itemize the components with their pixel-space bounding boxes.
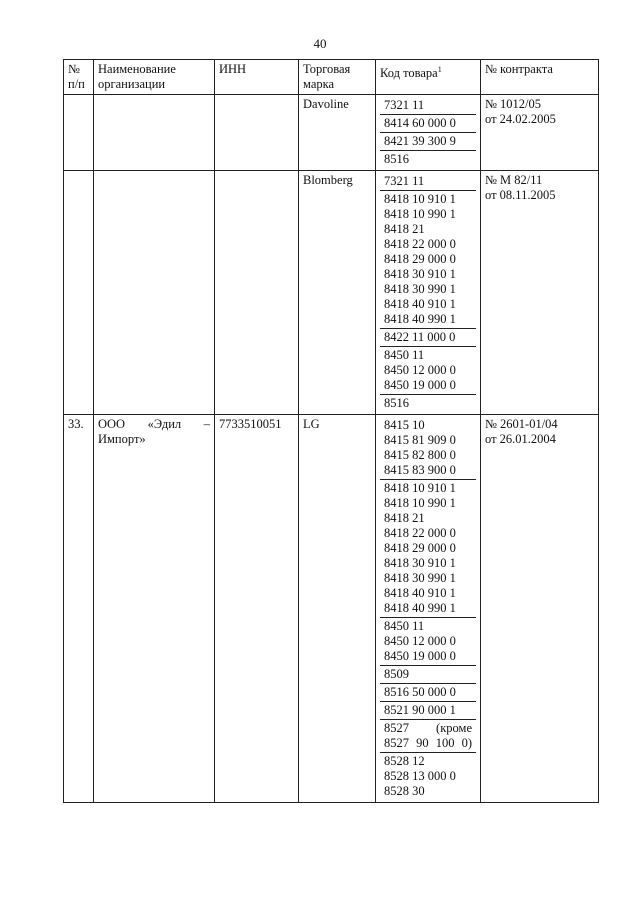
contract-line: № 2601-01/04 — [485, 417, 558, 431]
header-code-label: Код товара — [380, 66, 438, 81]
contract-info — [481, 95, 599, 171]
product-code: 8527 (кроме 8527 90 100 0) — [384, 721, 472, 750]
product-code: 8418 30 990 1 — [384, 282, 456, 296]
table-row — [64, 95, 599, 171]
code-group — [380, 97, 476, 115]
product-code: 8450 19 000 0 — [384, 378, 456, 392]
product-code: 8528 30 — [384, 784, 425, 798]
table-row — [64, 171, 599, 415]
product-code: 8418 10 990 1 — [384, 207, 456, 221]
product-code: 8509 — [384, 667, 409, 681]
header-contract: № контракта — [481, 60, 599, 95]
code-group — [380, 753, 476, 800]
footnote-marker: 1 — [437, 65, 442, 74]
contract-line: № 1012/05 — [485, 97, 542, 111]
table-body — [64, 95, 599, 803]
contract-line: от 08.11.2005 — [485, 188, 556, 202]
organization-name — [94, 171, 215, 415]
contract-info — [481, 171, 599, 415]
header-row — [64, 60, 599, 95]
code-group — [380, 347, 476, 395]
product-code: 8516 — [384, 396, 409, 410]
page-number: 40 — [313, 36, 327, 51]
organization-name — [94, 95, 215, 171]
product-code: 8418 21 — [384, 222, 425, 236]
code-group — [380, 417, 476, 480]
header-num: № п/п — [64, 60, 94, 95]
product-code: 8521 90 000 1 — [384, 703, 456, 717]
product-code: 8415 83 900 0 — [384, 463, 456, 477]
product-code: 8450 11 — [384, 348, 425, 362]
product-code: 8418 21 — [384, 511, 425, 525]
product-code: 8450 11 — [384, 619, 425, 633]
product-code: 8450 19 000 0 — [384, 649, 456, 663]
product-code: 8418 40 910 1 — [384, 586, 456, 600]
product-code: 8418 29 000 0 — [384, 541, 456, 555]
product-code: 8418 30 910 1 — [384, 556, 456, 570]
table-row — [64, 415, 599, 803]
product-code: 8422 11 000 0 — [384, 330, 456, 344]
product-codes — [376, 171, 481, 415]
organization-name: ООО «Эдил – Импорт» — [94, 415, 215, 803]
product-code: 7321 11 — [384, 98, 425, 112]
header-org: Наименование организации — [94, 60, 215, 95]
product-code: 8528 12 — [384, 754, 425, 768]
header-code — [376, 60, 481, 95]
code-group — [380, 618, 476, 666]
code-group — [380, 395, 476, 412]
product-code: 8418 29 000 0 — [384, 252, 456, 266]
product-codes — [376, 95, 481, 171]
product-code: 8418 10 910 1 — [384, 192, 456, 206]
contract-info — [481, 415, 599, 803]
product-code: 8418 22 000 0 — [384, 237, 456, 251]
code-group — [380, 684, 476, 702]
inn-value — [215, 95, 299, 171]
header-brand: Торговая марка — [299, 60, 376, 95]
product-code: 8421 39 300 9 — [384, 134, 456, 148]
product-code: 8418 10 910 1 — [384, 481, 456, 495]
product-code: 8418 10 990 1 — [384, 496, 456, 510]
inn-value: 7733510051 — [215, 415, 299, 803]
product-code: 8450 12 000 0 — [384, 363, 456, 377]
product-code: 8516 — [384, 152, 409, 166]
code-group — [380, 191, 476, 329]
row-number: 33. — [64, 415, 94, 803]
product-code: 8516 50 000 0 — [384, 685, 456, 699]
product-code: 8418 30 910 1 — [384, 267, 456, 281]
header-inn: ИНН — [215, 60, 299, 95]
contract-line: от 24.02.2005 — [485, 112, 556, 126]
code-group — [380, 329, 476, 347]
code-group — [380, 720, 476, 753]
product-code: 7321 11 — [384, 174, 425, 188]
product-code: 8415 82 800 0 — [384, 448, 456, 462]
row-number — [64, 171, 94, 415]
brand-name: Blomberg — [299, 171, 376, 415]
contract-line: от 26.01.2004 — [485, 432, 556, 446]
inn-value — [215, 171, 299, 415]
contract-line: № М 82/11 — [485, 173, 543, 187]
product-code: 8415 10 — [384, 418, 425, 432]
brand-name: Davoline — [299, 95, 376, 171]
product-code: 8418 30 990 1 — [384, 571, 456, 585]
code-group — [380, 702, 476, 720]
code-group — [380, 151, 476, 168]
product-code: 8418 40 910 1 — [384, 297, 456, 311]
code-group — [380, 666, 476, 684]
code-group — [380, 173, 476, 191]
code-group — [380, 133, 476, 151]
product-code: 8450 12 000 0 — [384, 634, 456, 648]
product-code: 8528 13 000 0 — [384, 769, 456, 783]
registry-table — [63, 59, 599, 803]
product-code: 8418 22 000 0 — [384, 526, 456, 540]
product-code: 8414 60 000 0 — [384, 116, 456, 130]
code-group — [380, 115, 476, 133]
product-codes — [376, 415, 481, 803]
brand-name: LG — [299, 415, 376, 803]
product-code: 8415 81 909 0 — [384, 433, 456, 447]
row-number — [64, 95, 94, 171]
product-code: 8418 40 990 1 — [384, 601, 456, 615]
product-code: 8418 40 990 1 — [384, 312, 456, 326]
code-group — [380, 480, 476, 618]
